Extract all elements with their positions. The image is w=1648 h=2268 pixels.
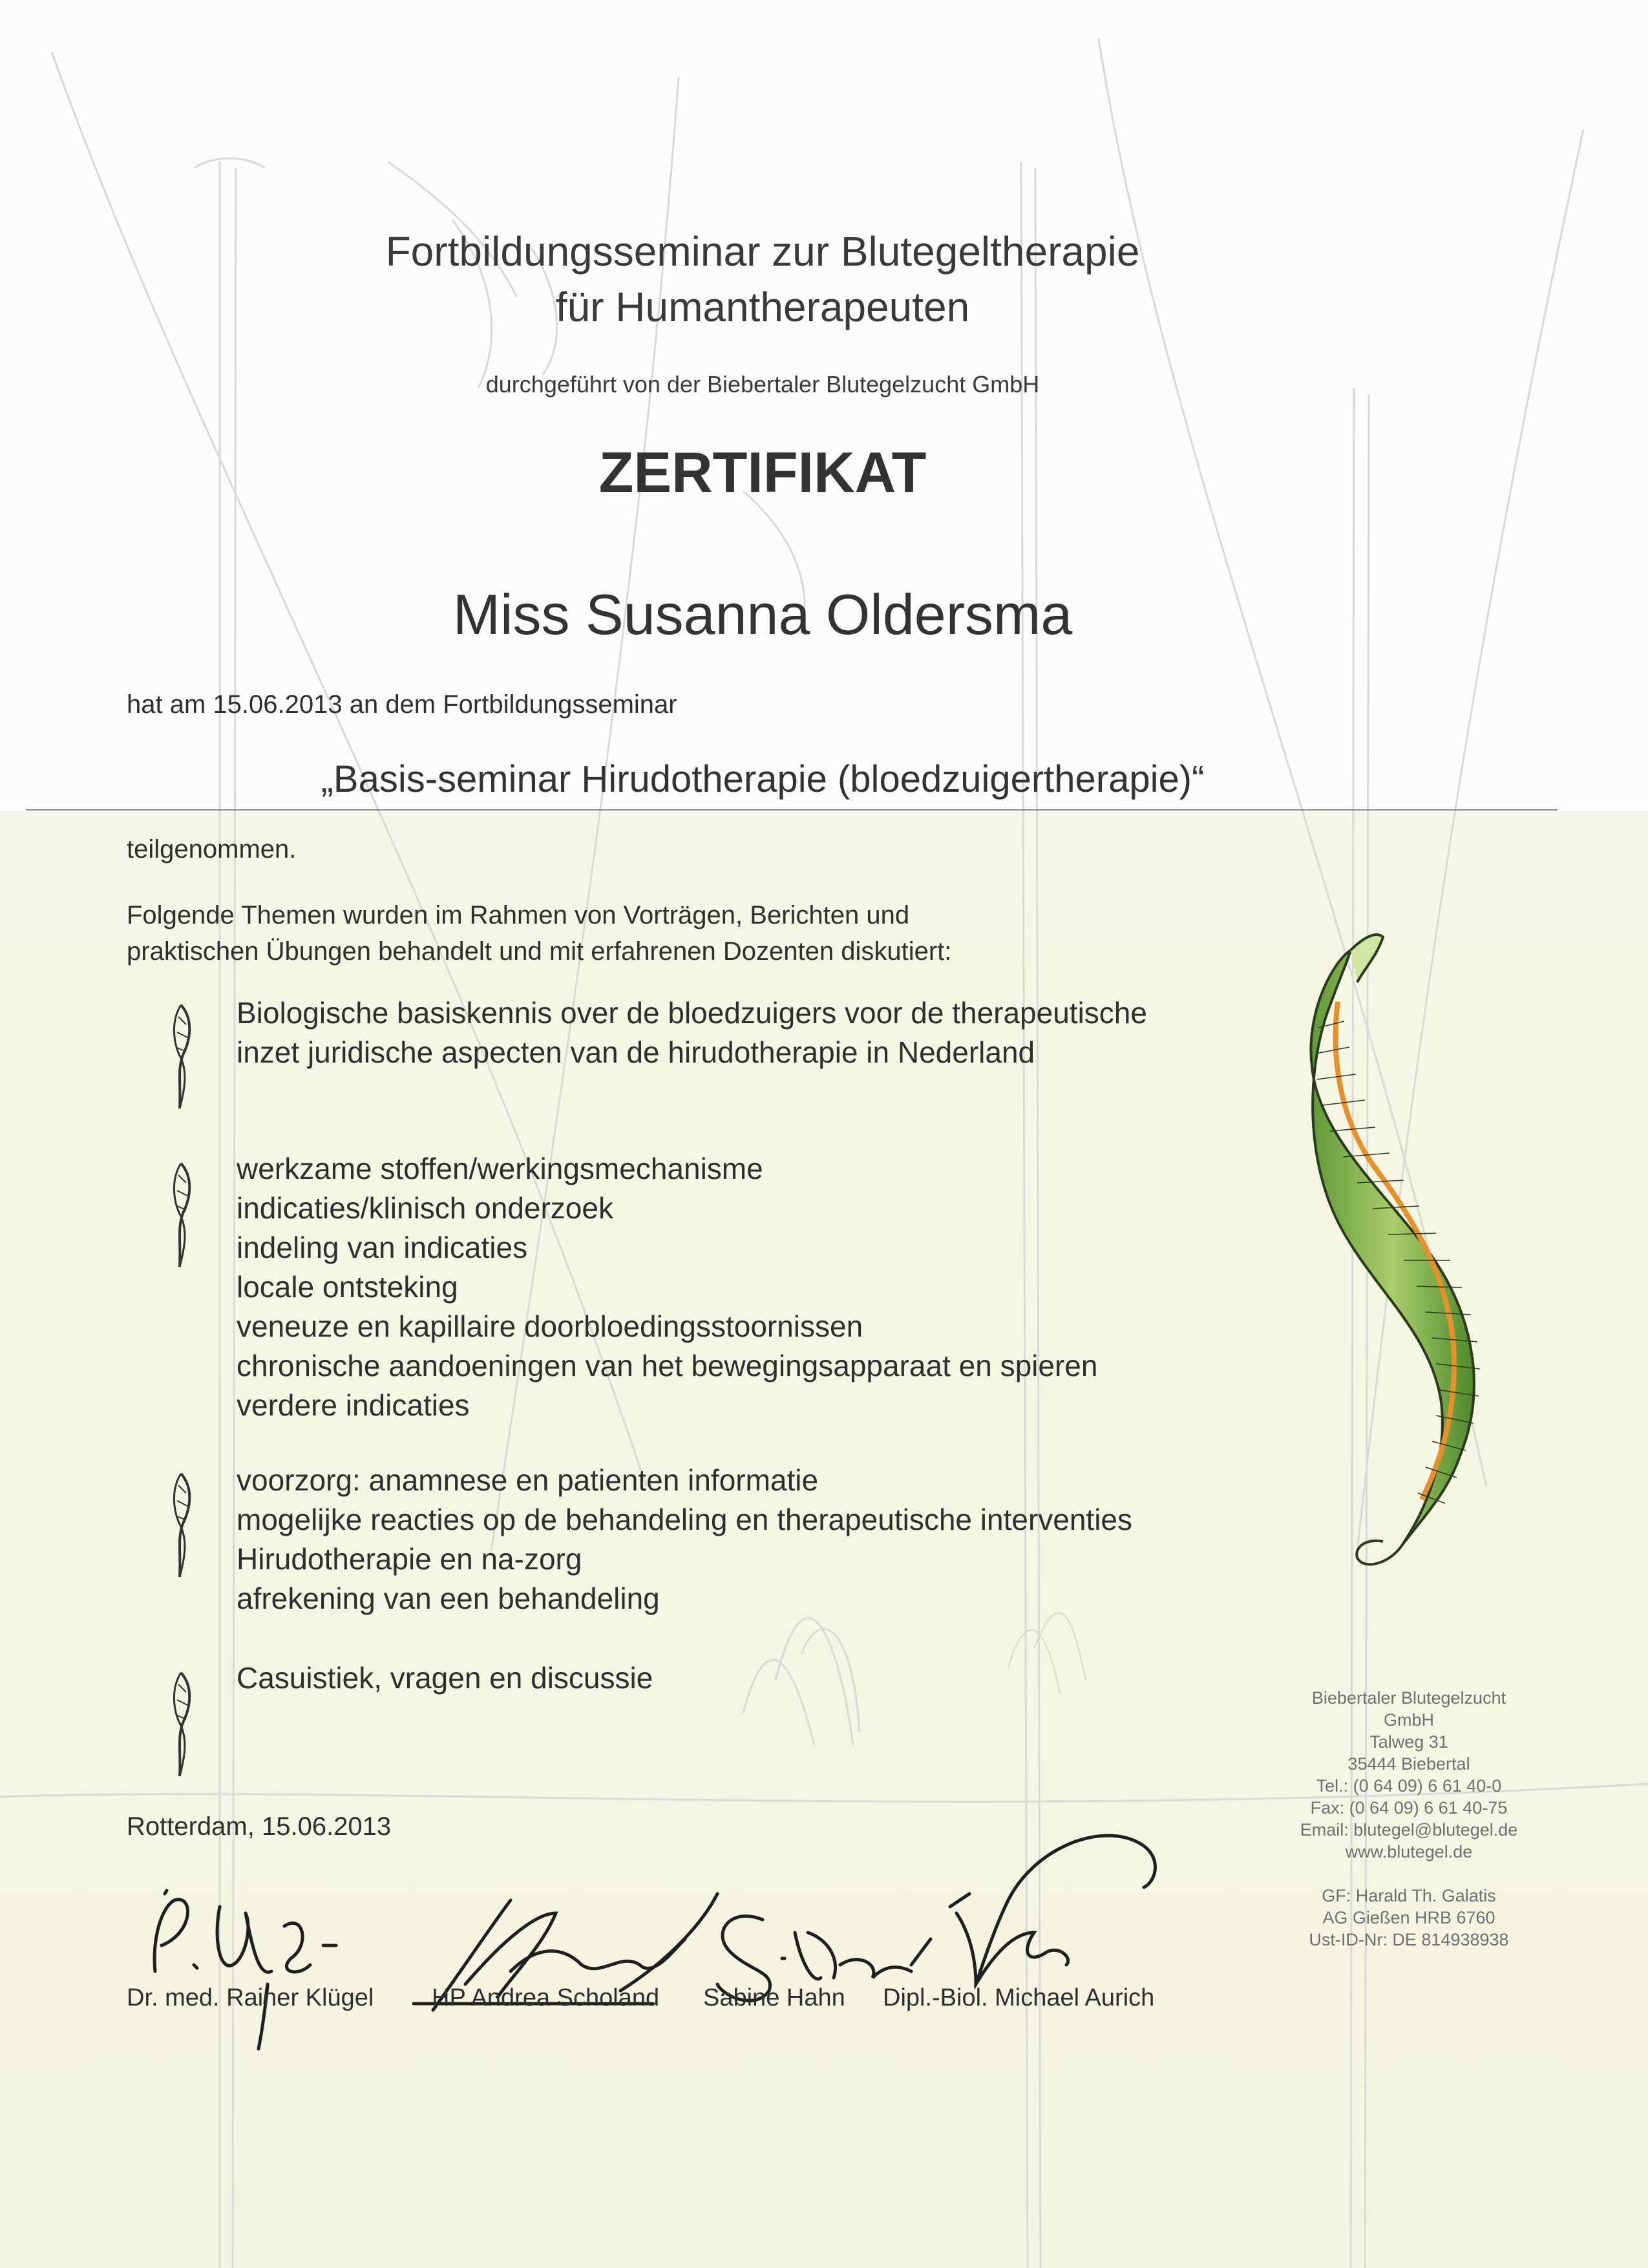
company-line-11: AG Gießen HRB 6760 xyxy=(1322,1908,1495,1927)
place-date: Rotterdam, 15.06.2013 xyxy=(127,1812,392,1841)
topic-3-line-1: voorzorg: anamnese en patienten informatie xyxy=(237,1463,819,1497)
company-line-7: Email: blutegel@blutegel.de xyxy=(1300,1820,1518,1839)
company-line-5: Tel.: (0 64 09) 6 61 40-0 xyxy=(1316,1776,1502,1796)
organizer-line: durchgeführt von der Biebertaler Blutegelzucht GmbH xyxy=(485,371,1040,397)
company-line-10: GF: Harald Th. Galatis xyxy=(1322,1886,1496,1905)
signatory-3: Sabine Hahn xyxy=(703,1984,845,2011)
signatory-4: Dipl.-Biol. Michael Aurich xyxy=(883,1984,1155,2011)
topic-2-line-3: indeling van indicaties xyxy=(237,1231,528,1264)
topic-2-line-1: werkzame stoffen/werkingsmechanisme xyxy=(237,1152,763,1185)
topic-2-line-6: chronische aandoeningen van het bewegingsapparaat en spieren xyxy=(237,1349,1098,1383)
topic-4-line-1: Casuistiek, vragen en discussie xyxy=(237,1661,653,1695)
attendance-text: hat am 15.06.2013 an dem Fortbildungsseminar xyxy=(127,690,677,719)
title-line-1: Fortbildungsseminar zur Blutegeltherapie xyxy=(385,228,1140,275)
signatory-1: Dr. med. Rainer Klügel xyxy=(127,1984,374,2011)
topic-1-line-1: Biologische basiskennis over de bloedzuigers voor de therapeutische xyxy=(237,996,1147,1030)
recipient-name: Miss Susanna Oldersma xyxy=(452,582,1073,646)
topic-2-line-7: verdere indicaties xyxy=(237,1388,470,1422)
topic-3-line-3: Hirudotherapie en na-zorg xyxy=(237,1542,582,1576)
topic-3-line-4: afrekening van een behandeling xyxy=(237,1582,660,1615)
topic-2-line-5: veneuze en kapillaire doorbloedingsstoornissen xyxy=(237,1309,863,1343)
intro-line-1: Folgende Themen wurden im Rahmen von Vorträgen, Berichten und xyxy=(127,901,910,929)
company-line-4: 35444 Biebertal xyxy=(1347,1754,1470,1774)
topic-3-line-2: mogelijke reacties op de behandeling en therapeutische interventies xyxy=(237,1503,1133,1536)
title-line-2: für Humantherapeuten xyxy=(555,284,970,330)
topic-2-line-4: locale ontsteking xyxy=(237,1270,458,1304)
company-line-12: Ust-ID-Nr: DE 814938938 xyxy=(1309,1930,1509,1949)
company-line-6: Fax: (0 64 09) 6 61 40-75 xyxy=(1310,1798,1508,1818)
company-line-2: GmbH xyxy=(1383,1710,1434,1730)
course-title: „Basis-seminar Hirudotherapie (bloedzuigertherapie)“ xyxy=(321,758,1205,800)
company-line-3: Talweg 31 xyxy=(1369,1732,1448,1752)
certificate-heading: ZERTIFIKAT xyxy=(598,440,927,504)
company-line-1: Biebertaler Blutegelzucht xyxy=(1311,1688,1506,1708)
signatory-2: HP Andrea Scholand xyxy=(432,1984,660,2011)
topic-2-line-2: indicaties/klinisch onderzoek xyxy=(237,1191,613,1225)
participated-text: teilgenommen. xyxy=(127,835,297,864)
topic-1-line-2: inzet juridische aspecten van de hirudotherapie in Nederland xyxy=(237,1035,1035,1069)
company-line-8: www.blutegel.de xyxy=(1345,1842,1473,1861)
intro-line-2: praktischen Übungen behandelt und mit erfahrenen Dozenten diskutiert: xyxy=(127,937,952,966)
